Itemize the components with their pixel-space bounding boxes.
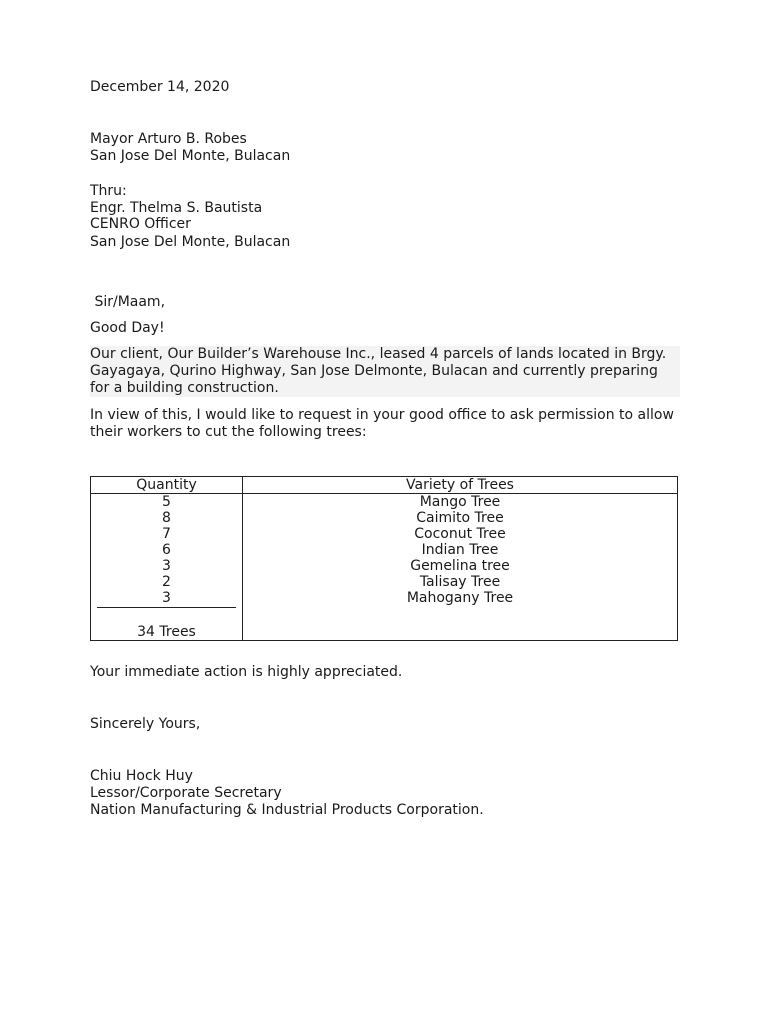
- quantity-cell: 6: [162, 542, 171, 558]
- variety-cell: Indian Tree: [421, 542, 499, 558]
- quantity-cell: 5: [162, 494, 171, 510]
- letter-date: December 14, 2020: [90, 79, 230, 95]
- quantity-cell: 8: [162, 510, 171, 526]
- variety-cell: Coconut Tree: [414, 526, 506, 542]
- recipient-address: San Jose Del Monte, Bulacan: [90, 148, 291, 164]
- salutation: Sir/Maam,: [90, 294, 166, 310]
- signatory-company: Nation Manufacturing & Industrial Products Corporation.: [90, 802, 484, 818]
- paragraph-intro: Our client, Our Builder’s Warehouse Inc., leased 4 parcels of lands located in Brgy. Gayagaya, Qurino Highway, San Jose Delmonte, Bulacan and currently preparing for a building construction.: [90, 346, 680, 397]
- trees-table: [90, 476, 678, 641]
- header-variety: Variety of Trees: [243, 477, 678, 494]
- thru-label: Thru:: [90, 183, 127, 199]
- quantity-column: [91, 494, 243, 641]
- quantity-cell: 3: [162, 558, 171, 574]
- table-body-row: [91, 494, 678, 641]
- variety-cell: Mahogany Tree: [406, 590, 514, 606]
- header-quantity: Quantity: [91, 477, 243, 494]
- recipient-name: Mayor Arturo B. Robes: [90, 131, 247, 147]
- variety-cell: Talisay Tree: [419, 574, 501, 590]
- variety-column: [243, 494, 678, 641]
- thru-title: CENRO Officer: [90, 216, 191, 232]
- quantity-cell: 7: [162, 526, 171, 542]
- table-header-row: [91, 477, 678, 494]
- complimentary-close: Sincerely Yours,: [90, 716, 201, 732]
- quantity-cell: 2: [162, 574, 171, 590]
- thru-name: Engr. Thelma S. Bautista: [90, 200, 263, 216]
- signatory-name: Chiu Hock Huy: [90, 768, 193, 784]
- quantity-total: 34 Trees: [137, 624, 196, 640]
- closing-line: Your immediate action is highly appreciated.: [90, 664, 403, 680]
- variety-cell: Mango Tree: [419, 494, 501, 510]
- paragraph-request: In view of this, I would like to request in your good office to ask permission to allow their workers to cut the following trees:: [90, 407, 674, 440]
- variety-cell: Gemelina tree: [410, 558, 510, 574]
- quantity-cell: 3: [162, 590, 171, 606]
- thru-address: San Jose Del Monte, Bulacan: [90, 234, 291, 250]
- variety-cell: Caimito Tree: [416, 510, 504, 526]
- total-rule: [97, 607, 236, 624]
- greeting: Good Day!: [90, 320, 165, 336]
- signatory-title: Lessor/Corporate Secretary: [90, 785, 282, 801]
